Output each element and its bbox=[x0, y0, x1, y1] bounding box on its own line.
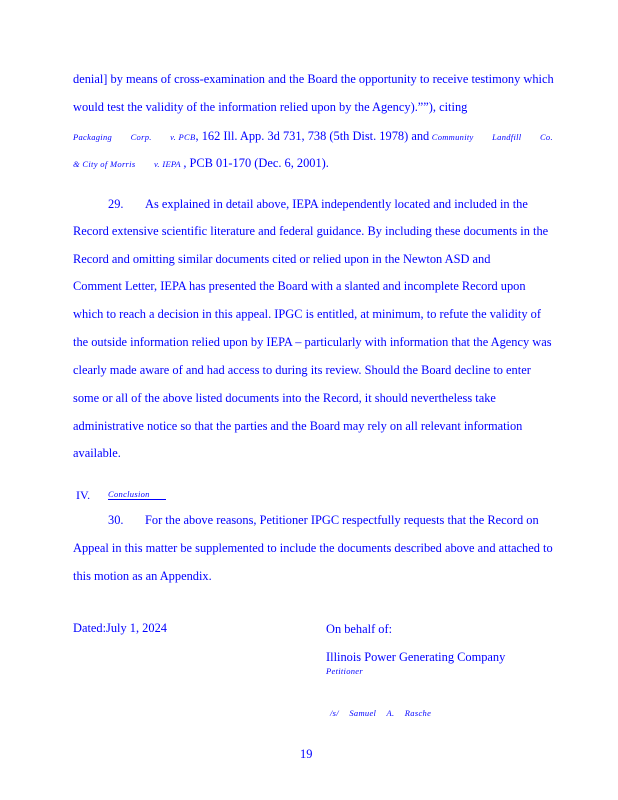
section-number: IV. bbox=[76, 488, 91, 502]
citation-line bbox=[73, 130, 553, 143]
citation-part: Co. bbox=[539, 132, 553, 142]
paragraph-number: 29. bbox=[108, 197, 124, 211]
body-text-line: available. bbox=[73, 446, 121, 460]
paragraph-number: 30. bbox=[108, 513, 124, 527]
body-text-line: the outside information relied upon by IEPA – particularly with information that the Agency was bbox=[73, 335, 552, 349]
dated-line bbox=[73, 622, 167, 634]
on-behalf-of: On behalf of: bbox=[326, 622, 393, 636]
company-name: Illinois Power Generating Company bbox=[326, 650, 506, 664]
signature: /s/ Samuel A. Rasche bbox=[330, 708, 432, 718]
citation-part: v. bbox=[153, 159, 160, 169]
citation-part: & bbox=[73, 159, 80, 169]
body-text-line: For the above reasons, Petitioner IPGC respectfully requests that the Record on bbox=[145, 513, 539, 527]
body-text-line: which to reach a decision in this appeal. IPGC is entitled, at minimum, to refute the validity of bbox=[73, 307, 541, 321]
body-text-line: administrative notice so that the parties and the Board may rely on all relevant information bbox=[73, 419, 523, 433]
citation-part: , 162 Ill. App. 3d 731, 738 (5th Dist. 1978) and bbox=[195, 129, 430, 143]
body-text-line: clearly made aware of and had access to during its review. Should the Board decline to enter bbox=[73, 363, 531, 377]
body-text-line: some or all of the above listed documents into the Record, it should nevertheless take bbox=[73, 391, 496, 405]
body-text-line: Record extensive scientific literature and federal guidance. By including these documents in the bbox=[73, 224, 549, 238]
citation-part: City bbox=[82, 159, 98, 169]
citation-part: IEPA bbox=[162, 159, 181, 169]
body-text-line: Record and omitting similar documents cited or relied upon in the Newton ASD and bbox=[73, 252, 491, 266]
citation-part: Packaging bbox=[73, 132, 113, 142]
body-text-line: As explained in detail above, IEPA independently located and included in the bbox=[145, 197, 528, 211]
citation-part: , PCB 01-170 (Dec. 6, 2001). bbox=[183, 156, 329, 170]
body-text-line: Appeal in this matter be supplemented to include the documents described above and attached to bbox=[73, 541, 553, 555]
party-role: Petitioner bbox=[326, 666, 363, 676]
section-title: Conclusion bbox=[108, 489, 166, 500]
citation-part: Corp. bbox=[130, 132, 152, 142]
dated-value: July 1, 2024 bbox=[106, 621, 167, 635]
citation-part: v. bbox=[170, 132, 177, 142]
body-text-line: Comment Letter, IEPA has presented the Board with a slanted and incomplete Record upon bbox=[73, 279, 526, 293]
citation-part: PCB bbox=[178, 132, 196, 142]
body-text-line: denial] by means of cross-examination and the Board the opportunity to receive testimony which bbox=[73, 72, 554, 86]
citation-part: Landfill bbox=[492, 132, 522, 142]
page-number: 19 bbox=[300, 747, 313, 761]
body-text-line: this motion as an Appendix. bbox=[73, 569, 212, 583]
body-text-line: would test the validity of the information relied upon by the Agency).””), citing bbox=[73, 100, 468, 114]
citation-part: Community bbox=[431, 132, 474, 142]
citation-part: of bbox=[100, 159, 108, 169]
citation-part: Morris bbox=[110, 159, 136, 169]
dated-label: Dated: bbox=[73, 621, 107, 635]
citation-line bbox=[73, 157, 329, 170]
